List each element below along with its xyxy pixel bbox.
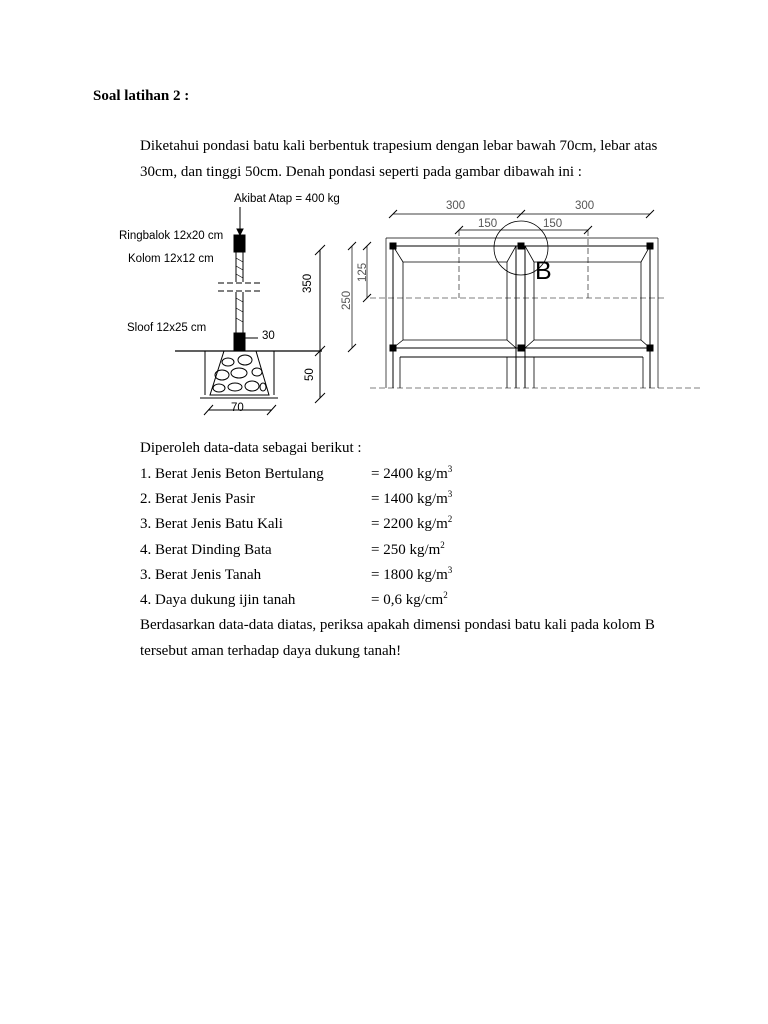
data-heading: Diperoleh data-data sebagai berikut : [140,440,362,456]
dim-125-label: 125 [357,262,369,282]
exercise-title: Soal latihan 2 : [93,88,190,104]
data-row-label: 4. Berat Dinding Bata [140,542,272,558]
sloof-block [234,333,245,351]
dim-150-right-label: 150 [543,218,563,230]
kolom-label: Kolom 12x12 cm [128,253,214,265]
data-row-label: 3. Berat Jenis Batu Kali [140,516,283,532]
column-b-marker: B [535,257,552,285]
intro-line-2: 30cm, dan tinggi 50cm. Denah pondasi seperti pada gambar dibawah ini : [140,164,582,180]
ringbalok-label: Ringbalok 12x20 cm [119,230,224,242]
dim-70-label: 70 [231,402,244,414]
data-row-value: = 250 $kg/m^2$ [371,540,445,558]
data-row-label: 2. Berat Jenis Pasir [140,491,255,507]
dim-350-label: 350 [302,273,314,293]
data-row-value: = 1800 $kg/m^3$ [371,565,453,583]
data-row-value: = 1400 $kg/m^3$ [371,489,453,507]
dim-300-right-label: 300 [575,200,595,212]
dim-250-label: 250 [341,290,353,310]
data-row-label: 3. Berat Jenis Tanah [140,567,262,583]
dim-150-left-label: 150 [478,218,498,230]
data-row-label: 1. Berat Jenis Beton Bertulang [140,466,324,482]
dim-300-left-label: 300 [446,200,466,212]
data-row-value: = 2200 $kg/m^2$ [371,514,453,532]
dim-50-label: 50 [304,368,316,381]
intro-line-1: Diketahui pondasi batu kali berbentuk trapesium dengan lebar bawah 70cm, lebar atas [140,138,658,154]
data-row-value: = 0,6 $kg/cm^2$ [371,590,448,608]
plan-drawing [348,210,700,388]
sloof-label: Sloof 12x25 cm [127,322,207,334]
conclusion-line-1: Berdasarkan data-data diatas, periksa apakah dimensi pondasi batu kali pada kolom B [140,617,655,633]
dim-30-label: 30 [262,330,275,342]
ringbalok-block [234,235,245,252]
roof-load-label: Akibat Atap = 400 kg [234,193,340,205]
conclusion-line-2: tersebut aman terhadap daya dukung tanah! [140,643,402,659]
data-row-value: = 2400 $kg/m^3$ [371,464,453,482]
data-row-label: 4. Daya dukung ijin tanah [140,592,296,608]
